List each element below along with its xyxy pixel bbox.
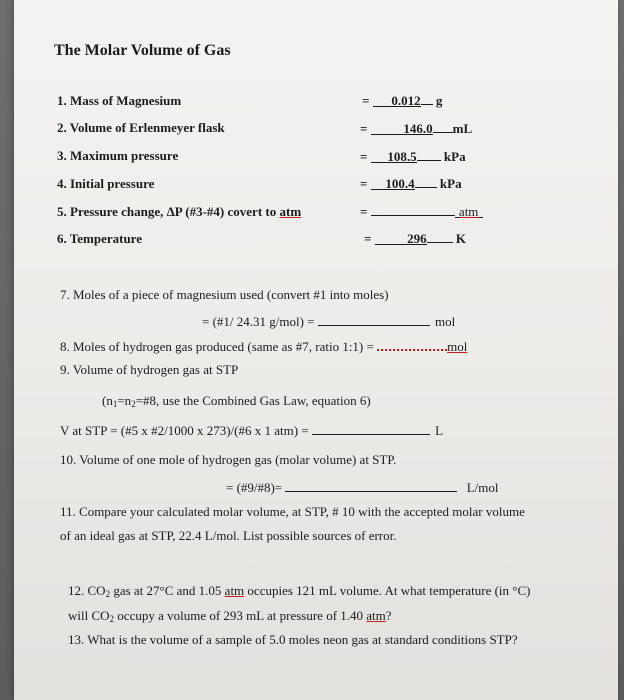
q12-sub: 2 [109,614,115,624]
row-answer-temperature [364,229,466,247]
row-answer-initial-pressure [360,174,462,192]
q10-answer-field[interactable] [285,478,457,492]
row-label-temperature: 6. Temperature [57,231,142,246]
row-label-mass: 1. Mass of Magnesium [57,93,182,108]
q9-note-part: (n [102,393,113,408]
row-answer-volume-flask [360,119,472,137]
q12-part: occupy a volume of 293 mL at pressure of 1.40 [114,608,367,623]
q8-unit: mol [447,339,468,354]
unit-pressure-change: atm [455,204,483,218]
unit-temperature: K [455,231,467,246]
q10-unit: L/mol [466,480,499,495]
q12-line2 [68,608,392,627]
q11-line2: of an ideal gas at STP, 22.4 L/mol. List possible sources of error. [60,528,397,543]
equals-sign: = [360,176,368,191]
q10-formula-line [226,478,498,496]
row-label-volume-flask: 2. Volume of Erlenmeyer flask [57,120,225,135]
q12-line1 [68,583,530,602]
row-label-pressure-change [57,204,301,220]
answer-field-max-pressure[interactable] [371,149,417,163]
q12-part: ? [385,608,392,623]
q9-text: 9. Volume of hydrogen gas at STP [60,362,239,377]
equals-sign: = [360,149,368,164]
row-answer-max-pressure [360,147,466,165]
q7-formula: = (#1/ 24.31 g/mol) = [202,314,315,329]
atm-spellcheck-word: atm [224,583,245,598]
q13-text: 13. What is the volume of a sample of 5.0 moles neon gas at standard conditions STP? [68,632,518,647]
q12-part: gas at 27°C and 1.05 [110,583,225,598]
equals-sign: = [360,204,368,219]
equals-sign: = [362,93,370,108]
unit-initial-pressure: kPa [439,176,462,191]
q11-line1: 11. Compare your calculated molar volume, at STP, # 10 with the accepted molar volume [60,504,525,519]
row-label-initial-pressure: 4. Initial pressure [57,176,155,191]
q9-formula-line [60,421,443,439]
q7-text: 7. Moles of a piece of magnesium used (convert #1 into moles) [60,287,389,302]
q12-sub: 2 [105,589,111,599]
q12-part: 12. CO [68,583,106,598]
q7-unit: mol [435,314,456,329]
unit-volume-flask: mL [452,121,473,136]
q9-note-part: =n [117,393,132,408]
q8-text: 8. Moles of hydrogen gas produced (same as #7, ratio 1:1) = [60,339,374,354]
q9-formula: V at STP = (#5 x #2/1000 x 273)/(#6 x 1 atm) = [60,423,309,438]
q12-part: will CO [68,608,110,623]
answer-field-mass[interactable] [373,93,421,107]
unit-mass: g [435,93,443,108]
row-answer-mass [362,91,442,109]
answer-field-pressure-change[interactable] [371,202,455,216]
page-title: The Molar Volume of Gas [54,42,231,59]
q12-part: occupies 121 mL volume. At what temperature (in °C) [244,583,531,598]
q7-formula-line [202,312,455,330]
q10-formula: = (#9/#8)= [226,480,283,495]
q7-answer-field[interactable] [318,312,430,326]
answer-field-initial-pressure[interactable] [371,176,415,190]
value-temperature: 296 [407,231,427,246]
pressure-change-text: 5. Pressure change, ΔP (#3-#4) covert to [57,204,280,219]
answer-field-volume-flask[interactable] [371,121,433,135]
q8-answer-field[interactable] [377,339,447,351]
q9-note-sub: 2 [131,399,136,409]
equals-sign: = [360,121,368,136]
value-volume-flask: 146.0 [403,121,433,136]
row-answer-pressure-change [360,202,483,220]
q9-note-part: =#8, use the Combined Gas Law, equation 6) [135,393,371,408]
q9-answer-field[interactable] [312,421,430,435]
value-max-pressure: 108.5 [387,149,417,164]
q8-line [60,339,467,355]
row-label-max-pressure: 3. Maximum pressure [57,148,179,163]
unit-max-pressure: kPa [443,149,466,164]
equals-sign: = [364,231,372,246]
q9-note-sub: 1 [112,399,118,409]
atm-spellcheck-word: atm [366,608,386,623]
value-mass: 0.012 [391,93,421,108]
q9-unit: L [435,423,444,438]
value-initial-pressure: 100.4 [385,176,415,191]
q10-text: 10. Volume of one mole of hydrogen gas (molar volume) at STP. [60,452,397,467]
q9-note [102,393,371,412]
answer-field-temperature[interactable] [375,231,427,245]
atm-spellcheck-word: atm [279,204,302,219]
